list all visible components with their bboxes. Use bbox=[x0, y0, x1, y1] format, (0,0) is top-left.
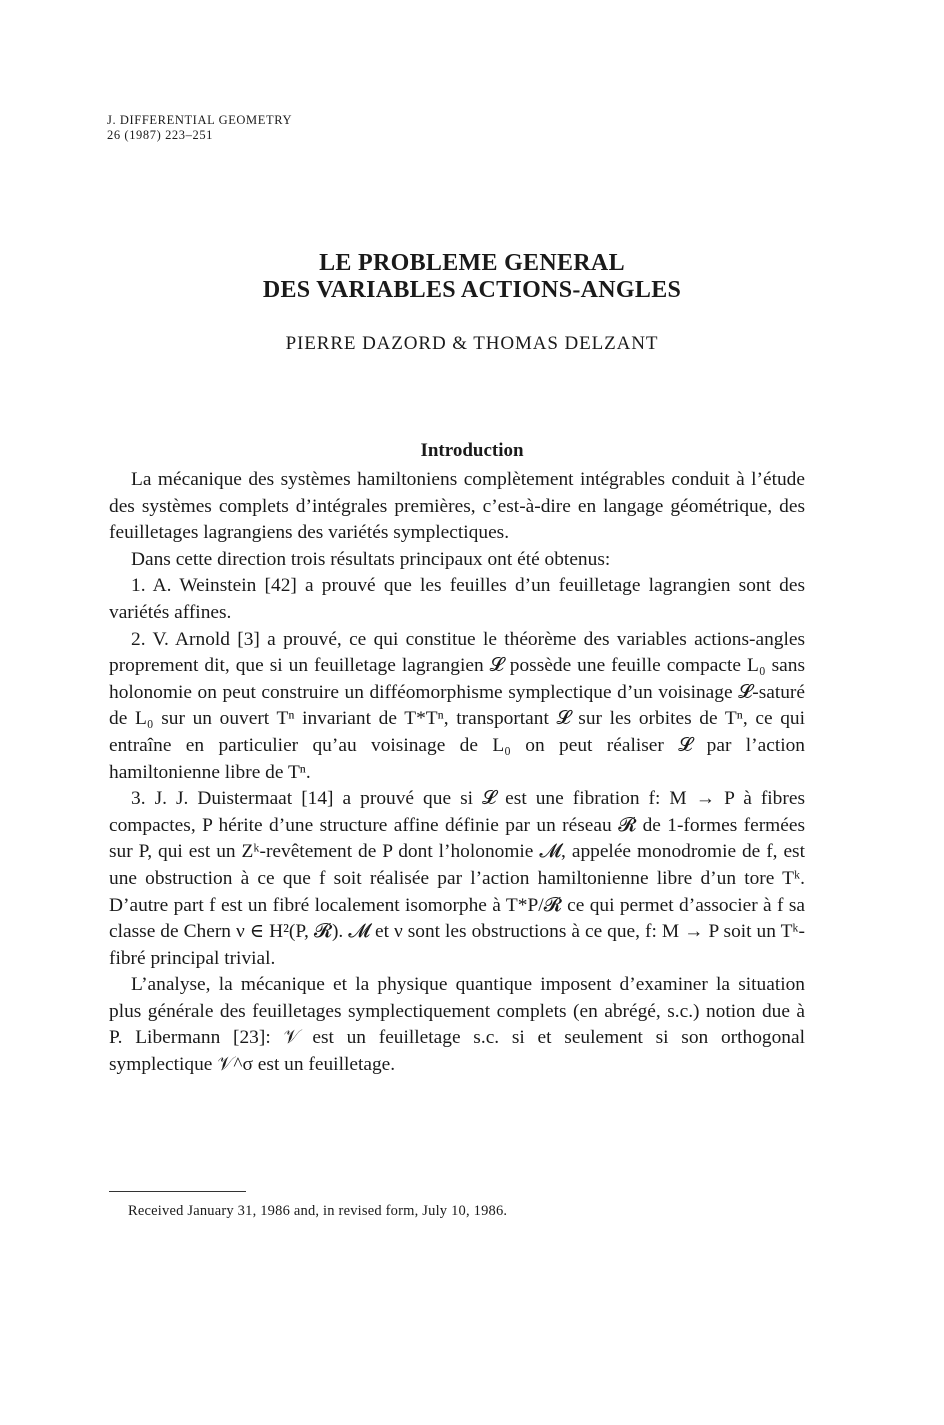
title-line-1: LE PROBLEME GENERAL bbox=[319, 250, 625, 276]
paragraph-6: L’analyse, la mécanique et la physique quantique imposent d’examiner la situation plus générale des feuilletages symplectiquement complets (en abrégé, s.c.) notion due à P. Libermann [23]: 𝒱 est un feuilletage s.c. si et seulement si son orthogonal symplectique 𝒱^σ est un feuilletage. bbox=[109, 974, 805, 1076]
paragraph-1: La mécanique des systèmes hamiltoniens complètement intégrables conduit à l’étude des systèmes complets d’intégrales premières, c’est-à-dire en langage géométrique, des feuilletages lagrangiens des variétés symplectiques. bbox=[109, 469, 805, 544]
journal-citation: 26 (1987) 223–251 bbox=[107, 128, 214, 142]
paragraph-2: Dans cette direction trois résultats principaux ont été obtenus: bbox=[131, 548, 611, 570]
paragraph-5: 3. J. J. Duistermaat [14] a prouvé que si 𝓛 est une fibration f: M → P à fibres compactes, P hérite d’une structure affine définie par un réseau 𝓡 de 1-formes fermées sur P, qui est un Zᵏ-revêtement de P dont l’holonomie 𝓜, appelée monodromie de f, est une obstruction à ce que f soit réalisée par l’action hamiltonienne libre d’un tore Tᵏ. D’autre part f est un fibré localement isomorphe à T*P/𝓡 ce qui permet d’associer à f sa classe de Chern ν ∈ H²(P, 𝓡). 𝓜 et ν sont les obstructions à ce que, f: M → P soit un Tᵏ-fibré principal trivial. bbox=[109, 788, 805, 969]
paragraph-4: 2. V. Arnold [3] a prouvé, ce qui constitue le théorème des variables actions-angles proprement dit, que si un feuilletage lagrangien 𝓛 possède une feuille compacte L₀ sans holonomie on peut construire un difféomorphisme symplectique d’un voisinage 𝓛-saturé de L₀ sur un ouvert Tⁿ invariant de T*Tⁿ, transportant 𝓛 sur les orbites de Tⁿ, ce qui entraîne en particulier qu’au voisinage de L₀ on peut réaliser 𝓛 par l’action hamiltonienne libre de Tⁿ. bbox=[109, 628, 805, 783]
journal-header bbox=[107, 113, 292, 143]
title-line-2: DES VARIABLES ACTIONS-ANGLES bbox=[262, 277, 682, 303]
footnote-rule bbox=[109, 1191, 246, 1192]
journal-name: J. DIFFERENTIAL GEOMETRY bbox=[107, 113, 293, 127]
body-text bbox=[109, 467, 805, 1079]
section-heading: Introduction bbox=[420, 440, 524, 461]
footnote: Received January 31, 1986 and, in revised form, July 10, 1986. bbox=[128, 1203, 508, 1219]
paragraph-3: 1. A. Weinstein [42] a prouvé que les feuilles d’un feuilletage lagrangien sont des variétés affines. bbox=[109, 575, 805, 623]
authors: PIERRE DAZORD & THOMAS DELZANT bbox=[285, 333, 659, 354]
paper-title bbox=[0, 250, 944, 304]
